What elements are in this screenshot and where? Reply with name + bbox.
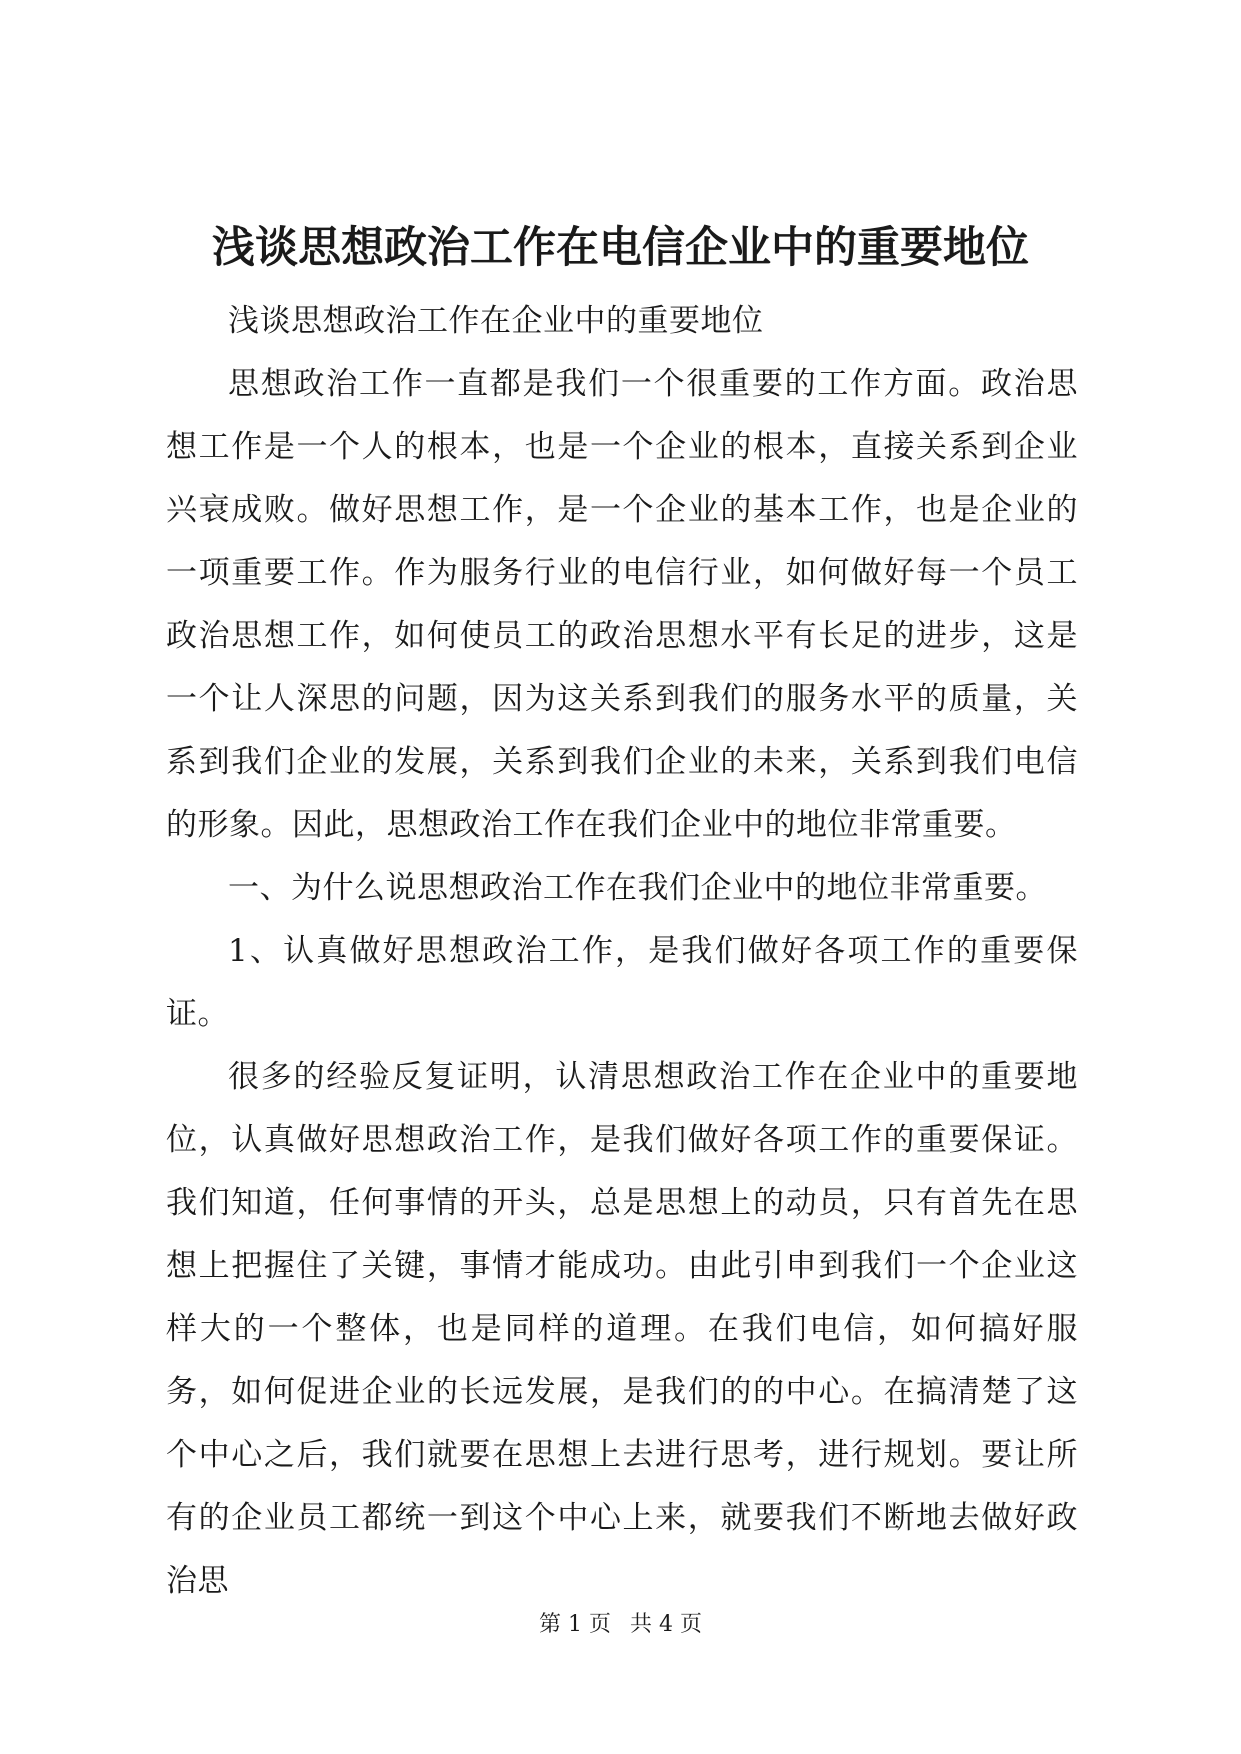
page-footer bbox=[0, 1610, 1241, 1640]
document-body bbox=[166, 290, 1078, 1613]
subtitle-paragraph: 浅谈思想政治工作在企业中的重要地位 bbox=[228, 303, 764, 339]
document-title: 浅谈思想政治工作在电信企业中的重要地位 bbox=[212, 223, 1029, 273]
page-number: 第 1 页 bbox=[539, 1612, 611, 1637]
subsection-heading: 1、认真做好思想政治工作，是我们做好各项工作的重要保证。 bbox=[166, 933, 1078, 1032]
section-heading: 一、为什么说思想政治工作在我们企业中的地位非常重要。 bbox=[228, 870, 1047, 906]
body-paragraph: 很多的经验反复证明，认清思想政治工作在企业中的重要地位，认真做好思想政治工作，是我们做好各项工作的重要保证。我们知道，任何事情的开头，总是思想上的动员，只有首先在思想上把握住了关键，事情才能成功。由此引申到我们一个企业这样大的一个整体，也是同样的道理。在我们电信，如何搞好服务，如何促进企业的长远发展，是我们的的中心。在搞清楚了这个中心之后，我们就要在思想上去进行思考，进行规划。要让所有的企业员工都统一到这个中心上来，就要我们不断地去做好政治思 bbox=[166, 1059, 1078, 1599]
page-total: 共 4 页 bbox=[630, 1612, 702, 1637]
body-paragraph: 思想政治工作一直都是我们一个很重要的工作方面。政治思想工作是一个人的根本，也是一个企业的根本，直接关系到企业兴衰成败。做好思想工作，是一个企业的基本工作，也是企业的一项重要工作。作为服务行业的电信行业，如何做好每一个员工政治思想工作，如何使员工的政治思想水平有长足的进步，这是一个让人深思的问题，因为这关系到我们的服务水平的质量，关系到我们企业的发展，关系到我们企业的未来，关系到我们电信的形象。因此，思想政治工作在我们企业中的地位非常重要。 bbox=[166, 366, 1078, 843]
